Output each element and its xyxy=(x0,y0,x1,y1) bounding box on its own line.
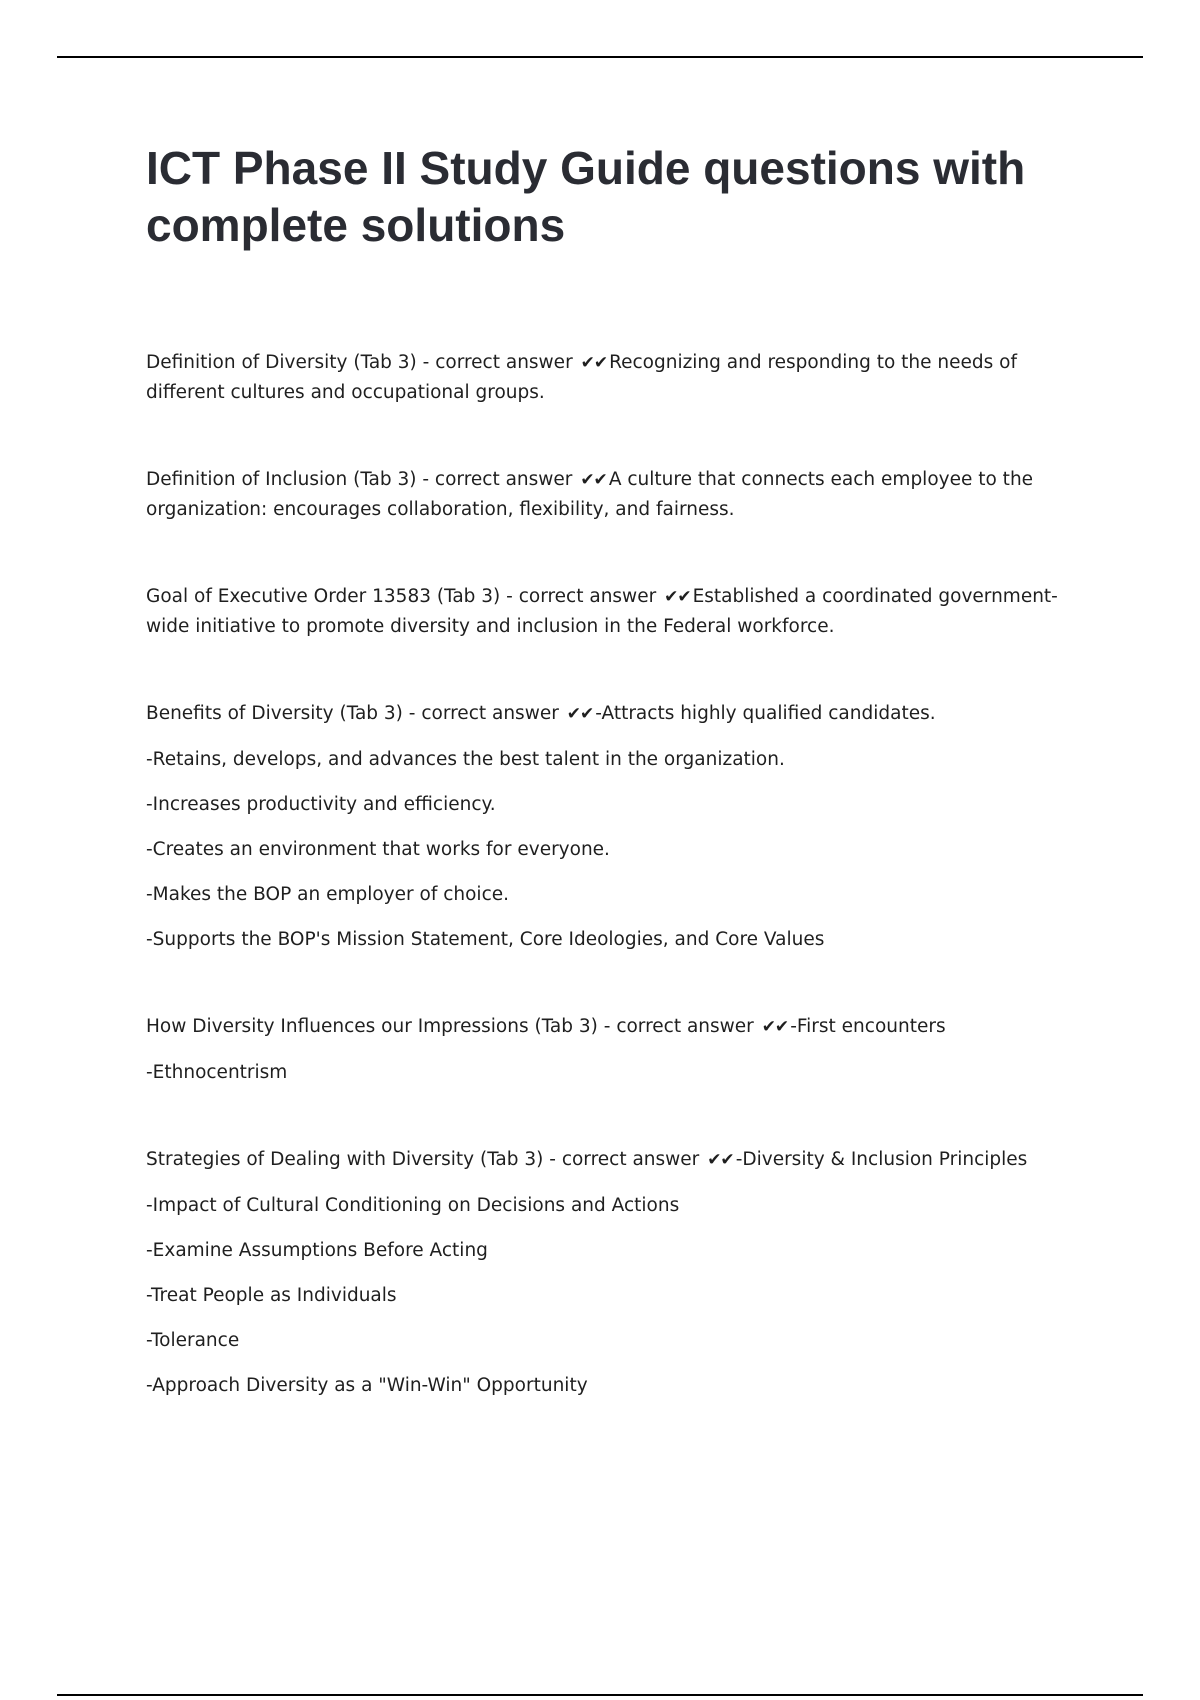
answer-line: -Approach Diversity as a "Win-Win" Opportunity xyxy=(146,1375,588,1396)
document-body xyxy=(146,140,1086,1458)
qa-first-line xyxy=(146,582,1086,641)
qa-entry-inclusion-definition xyxy=(146,465,1086,524)
qa-entry-diversity-definition xyxy=(146,348,1086,407)
answer-line: -Ethnocentrism xyxy=(146,1062,288,1083)
answer-line: -Treat People as Individuals xyxy=(146,1285,397,1306)
answer-text: Established a coordinated government-wide initiative to promote diversity and inclusion in the Federal workforce. xyxy=(146,586,1058,637)
check-mark-icon: ✔✔ xyxy=(761,1017,789,1037)
question-text: Definition of Inclusion (Tab 3) - correct answer xyxy=(146,469,573,490)
question-text: Goal of Executive Order 13583 (Tab 3) - correct answer xyxy=(146,586,657,607)
question-text: Benefits of Diversity (Tab 3) - correct answer xyxy=(146,703,559,724)
qa-first-line xyxy=(146,699,1086,729)
answer-text: A culture that connects each employee to the organization: encourages collaboration, flexibility, and fairness. xyxy=(146,469,1034,520)
check-mark-icon: ✔✔ xyxy=(580,353,608,373)
qa-entry-impressions xyxy=(146,1012,1086,1087)
qa-first-line xyxy=(146,465,1086,524)
answer-text: Recognizing and responding to the needs of different cultures and occupational groups. xyxy=(146,352,1017,403)
answer-line: -Creates an environment that works for everyone. xyxy=(146,839,610,860)
question-text: How Diversity Influences our Impressions (Tab 3) - correct answer xyxy=(146,1016,754,1037)
answer-line: -Makes the BOP an employer of choice. xyxy=(146,884,509,905)
check-mark-icon: ✔✔ xyxy=(566,704,594,724)
document-title: ICT Phase II Study Guide questions with complete solutions xyxy=(146,142,1026,251)
qa-first-line xyxy=(146,348,1086,407)
answer-line: -Increases productivity and efficiency. xyxy=(146,794,496,815)
qa-first-line xyxy=(146,1012,1086,1042)
answer-line: -Retains, develops, and advances the best talent in the organization. xyxy=(146,749,785,770)
qa-list xyxy=(146,348,1086,1400)
check-mark-icon: ✔✔ xyxy=(580,470,607,490)
bottom-rule xyxy=(57,1694,1143,1696)
qa-entry-diversity-benefits xyxy=(146,699,1086,954)
top-rule xyxy=(57,56,1143,58)
answer-line: -Impact of Cultural Conditioning on Decisions and Actions xyxy=(146,1195,680,1216)
answer-text: -Diversity & Inclusion Principles xyxy=(735,1149,1028,1170)
answer-text: -First encounters xyxy=(790,1016,946,1037)
qa-first-line xyxy=(146,1145,1086,1175)
qa-entry-strategies xyxy=(146,1145,1086,1400)
question-text: Strategies of Dealing with Diversity (Tab 3) - correct answer xyxy=(146,1149,700,1170)
answer-line: -Tolerance xyxy=(146,1330,240,1351)
check-mark-icon: ✔✔ xyxy=(707,1150,734,1170)
answer-text: -Attracts highly qualified candidates. xyxy=(595,703,936,724)
answer-line: -Examine Assumptions Before Acting xyxy=(146,1240,488,1261)
check-mark-icon: ✔✔ xyxy=(664,587,691,607)
qa-entry-executive-order xyxy=(146,582,1086,641)
question-text: Definition of Diversity (Tab 3) - correct answer xyxy=(146,352,573,373)
answer-line: -Supports the BOP's Mission Statement, Core Ideologies, and Core Values xyxy=(146,929,825,950)
